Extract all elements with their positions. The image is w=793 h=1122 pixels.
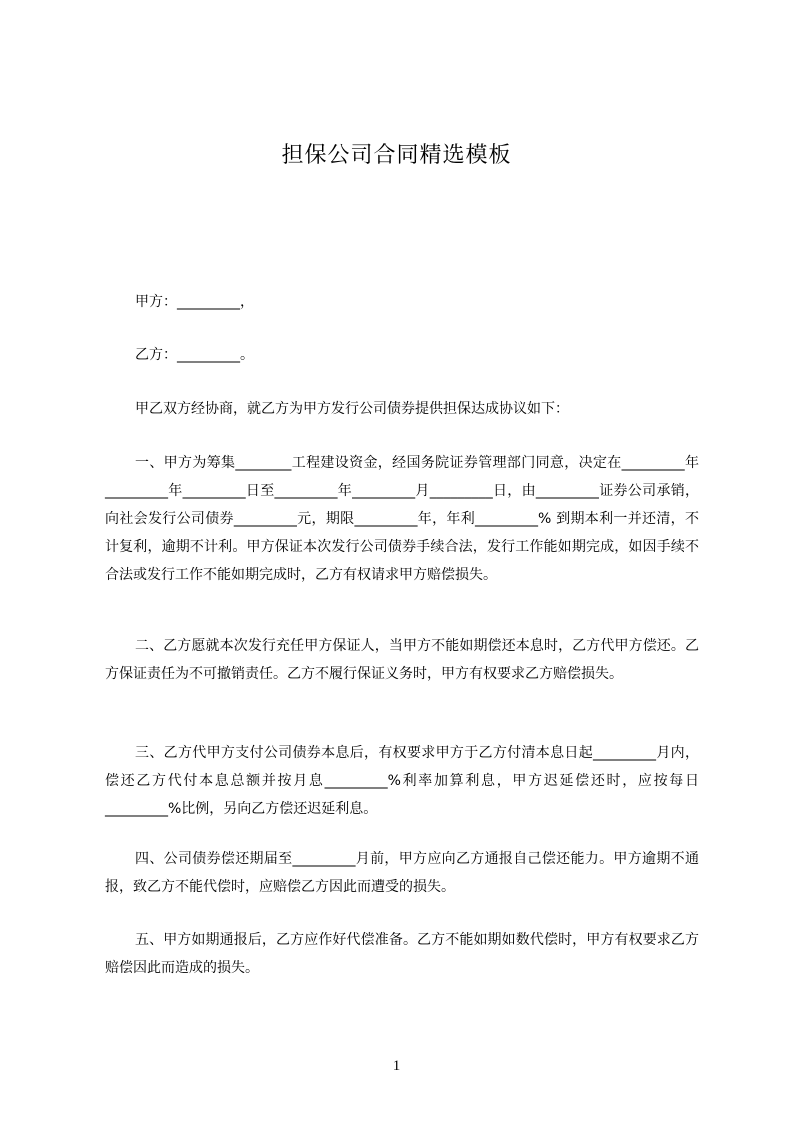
clause-3: 三、乙方代甲方支付公司债券本息后，有权要求甲方于乙方付清本息日起_________月内，偿还乙方代付本息总额并按月息_________%利率加算利息，甲方迟延偿还时，应按每日_________%比例，另向乙方偿还迟延利息。 bbox=[105, 745, 699, 817]
document-title: 担保公司合同精选模板 bbox=[281, 143, 512, 168]
party-b-line: 乙方：_________。 bbox=[135, 347, 254, 363]
clause-5: 五、甲方如期通报后，乙方应作好代偿准备。乙方不能如期如数代偿时，甲方有权要求乙方赔偿因此而造成的损失。 bbox=[105, 932, 699, 976]
page-number: 1 bbox=[392, 1058, 401, 1074]
intro-paragraph: 甲乙双方经协商，就乙方为甲方发行公司债券提供担保达成协议如下： bbox=[135, 401, 569, 417]
clause-2: 二、乙方愿就本次发行充任甲方保证人，当甲方不能如期偿还本息时，乙方代甲方偿还。乙方保证责任为不可撤销责任。乙方不履行保证义务时，甲方有权要求乙方赔偿损失。 bbox=[105, 638, 699, 682]
clause-1: 一、甲方为筹集________工程建设资金，经国务院证券管理部门同意，决定在_________年_________年_________日至_________年_________月_________日，由_________证券公司承销，向社会发行公司债券_________元，期限_________年，年利_________% 到期本利一并还清，不计复利，逾期不计利。甲方保证本次发行公司债券手续合法，发行工作能如期完成，如因手续不合法或发行工作不能如期完成时，乙方有权请求甲方赔偿损失。 bbox=[105, 455, 699, 583]
clause-4: 四、公司债券偿还期届至_________月前，甲方应向乙方通报自己偿还能力。甲方逾期不通报，致乙方不能代偿时，应赔偿乙方因此而遭受的损失。 bbox=[105, 851, 699, 895]
party-a-line: 甲方：_________， bbox=[135, 294, 254, 310]
